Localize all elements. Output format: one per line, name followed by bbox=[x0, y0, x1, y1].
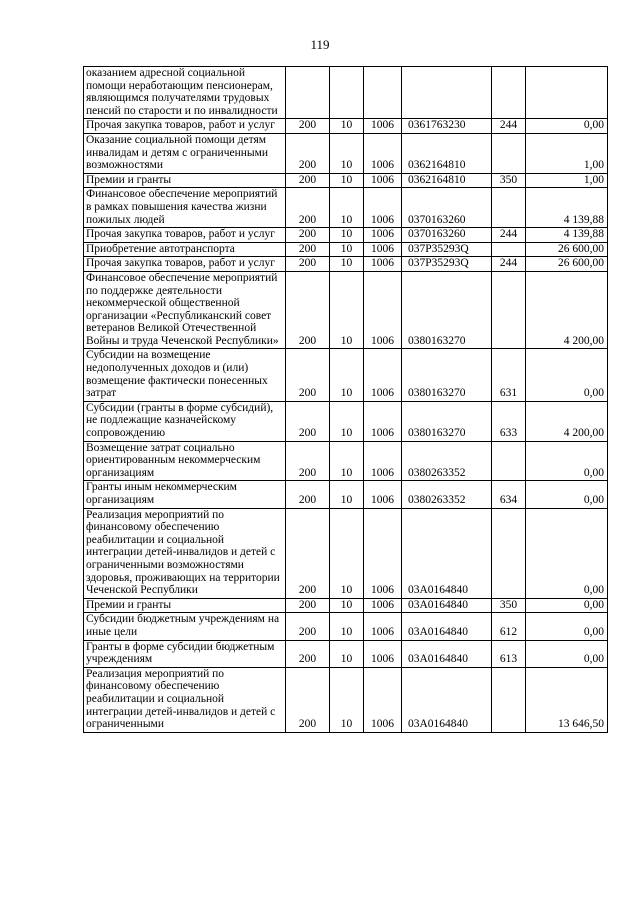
cell-target-article: 0361763230 bbox=[402, 119, 492, 134]
table-row bbox=[84, 228, 608, 243]
cell-expense-type: 244 bbox=[492, 228, 526, 243]
cell-description: Возмещение затрат социально ориентированным некоммерческим организациям bbox=[84, 441, 286, 481]
cell-section: 10 bbox=[330, 508, 364, 598]
table-row bbox=[84, 67, 608, 119]
cell-expense-type: 612 bbox=[492, 613, 526, 640]
table-row bbox=[84, 257, 608, 272]
cell-expense-type: 631 bbox=[492, 349, 526, 401]
cell-section bbox=[330, 67, 364, 119]
cell-amount: 0,00 bbox=[526, 441, 608, 481]
cell-subsection: 1006 bbox=[364, 481, 402, 508]
table-row bbox=[84, 119, 608, 134]
cell-ministry-code: 200 bbox=[286, 257, 330, 272]
cell-description: оказанием адресной социальной помощи неработающим пенсионерам, являющимся получателями трудовых пенсий по старости и по инвалидности bbox=[84, 67, 286, 119]
cell-subsection: 1006 bbox=[364, 441, 402, 481]
cell-ministry-code: 200 bbox=[286, 173, 330, 188]
cell-description: Финансовое обеспечение мероприятий в рамках повышения качества жизни пожилых людей bbox=[84, 188, 286, 228]
cell-target-article: 0380163270 bbox=[402, 401, 492, 441]
budget-table bbox=[83, 66, 608, 733]
cell-subsection: 1006 bbox=[364, 133, 402, 173]
cell-target-article: 03А0164840 bbox=[402, 667, 492, 732]
cell-description: Прочая закупка товаров, работ и услуг bbox=[84, 257, 286, 272]
cell-amount bbox=[526, 67, 608, 119]
cell-subsection bbox=[364, 67, 402, 119]
cell-expense-type bbox=[492, 188, 526, 228]
cell-ministry-code: 200 bbox=[286, 228, 330, 243]
cell-expense-type: 634 bbox=[492, 481, 526, 508]
cell-description: Приобретение автотранспорта bbox=[84, 242, 286, 257]
cell-target-article: 0362164810 bbox=[402, 173, 492, 188]
cell-target-article: 03А0164840 bbox=[402, 508, 492, 598]
table-row bbox=[84, 598, 608, 613]
cell-amount: 0,00 bbox=[526, 598, 608, 613]
cell-section: 10 bbox=[330, 640, 364, 667]
cell-subsection: 1006 bbox=[364, 271, 402, 349]
cell-description: Гранты иным некоммерческим организациям bbox=[84, 481, 286, 508]
cell-expense-type bbox=[492, 242, 526, 257]
cell-target-article: 0380163270 bbox=[402, 349, 492, 401]
table-row bbox=[84, 481, 608, 508]
cell-ministry-code: 200 bbox=[286, 667, 330, 732]
cell-section: 10 bbox=[330, 441, 364, 481]
cell-amount: 4 139,88 bbox=[526, 188, 608, 228]
table-row bbox=[84, 441, 608, 481]
cell-amount: 0,00 bbox=[526, 349, 608, 401]
cell-target-article: 0380263352 bbox=[402, 481, 492, 508]
cell-ministry-code: 200 bbox=[286, 119, 330, 134]
cell-ministry-code: 200 bbox=[286, 401, 330, 441]
cell-ministry-code: 200 bbox=[286, 598, 330, 613]
cell-amount: 13 646,50 bbox=[526, 667, 608, 732]
cell-subsection: 1006 bbox=[364, 401, 402, 441]
table-row bbox=[84, 173, 608, 188]
cell-subsection: 1006 bbox=[364, 188, 402, 228]
cell-section: 10 bbox=[330, 401, 364, 441]
cell-subsection: 1006 bbox=[364, 613, 402, 640]
cell-amount: 26 600,00 bbox=[526, 242, 608, 257]
cell-section: 10 bbox=[330, 257, 364, 272]
cell-ministry-code: 200 bbox=[286, 481, 330, 508]
cell-section: 10 bbox=[330, 349, 364, 401]
cell-amount: 0,00 bbox=[526, 640, 608, 667]
table-row bbox=[84, 640, 608, 667]
cell-target-article: 0362164810 bbox=[402, 133, 492, 173]
cell-target-article: 0370163260 bbox=[402, 228, 492, 243]
cell-target-article bbox=[402, 67, 492, 119]
page-number: 119 bbox=[310, 37, 330, 52]
cell-description: Прочая закупка товаров, работ и услуг bbox=[84, 228, 286, 243]
cell-description: Премии и гранты bbox=[84, 173, 286, 188]
cell-expense-type: 350 bbox=[492, 173, 526, 188]
cell-section: 10 bbox=[330, 667, 364, 732]
cell-amount: 4 200,00 bbox=[526, 401, 608, 441]
cell-description: Реализация мероприятий по финансовому обеспечению реабилитации и социальной интеграции детей-инвалидов и детей с ограниченными bbox=[84, 667, 286, 732]
cell-subsection: 1006 bbox=[364, 640, 402, 667]
cell-expense-type bbox=[492, 133, 526, 173]
table-row bbox=[84, 133, 608, 173]
cell-expense-type bbox=[492, 667, 526, 732]
cell-target-article: 0370163260 bbox=[402, 188, 492, 228]
cell-ministry-code: 200 bbox=[286, 349, 330, 401]
cell-expense-type: 244 bbox=[492, 119, 526, 134]
cell-target-article: 03А0164840 bbox=[402, 640, 492, 667]
cell-amount: 1,00 bbox=[526, 133, 608, 173]
cell-section: 10 bbox=[330, 271, 364, 349]
cell-ministry-code: 200 bbox=[286, 271, 330, 349]
cell-subsection: 1006 bbox=[364, 173, 402, 188]
table-row bbox=[84, 242, 608, 257]
cell-subsection: 1006 bbox=[364, 257, 402, 272]
cell-section: 10 bbox=[330, 188, 364, 228]
cell-amount: 0,00 bbox=[526, 119, 608, 134]
cell-subsection: 1006 bbox=[364, 119, 402, 134]
cell-target-article: 03А0164840 bbox=[402, 598, 492, 613]
cell-target-article: 0380263352 bbox=[402, 441, 492, 481]
cell-section: 10 bbox=[330, 119, 364, 134]
table-row bbox=[84, 667, 608, 732]
cell-target-article: 03А0164840 bbox=[402, 613, 492, 640]
cell-subsection: 1006 bbox=[364, 228, 402, 243]
cell-ministry-code: 200 bbox=[286, 242, 330, 257]
cell-target-article: 037P35293Q bbox=[402, 257, 492, 272]
cell-subsection: 1006 bbox=[364, 242, 402, 257]
table-row bbox=[84, 349, 608, 401]
table-row bbox=[84, 401, 608, 441]
cell-amount: 0,00 bbox=[526, 508, 608, 598]
cell-expense-type: 613 bbox=[492, 640, 526, 667]
cell-description: Реализация мероприятий по финансовому обеспечению реабилитации и социальной интеграции детей-инвалидов и детей с ограниченными возможностями здоровья, проживающих на территории Чеченской Республики bbox=[84, 508, 286, 598]
cell-description: Оказание социальной помощи детям инвалидам и детям с ограниченными возможностями bbox=[84, 133, 286, 173]
cell-section: 10 bbox=[330, 598, 364, 613]
cell-amount: 4 200,00 bbox=[526, 271, 608, 349]
table-row bbox=[84, 613, 608, 640]
cell-target-article: 0380163270 bbox=[402, 271, 492, 349]
cell-amount: 4 139,88 bbox=[526, 228, 608, 243]
cell-expense-type: 633 bbox=[492, 401, 526, 441]
cell-expense-type bbox=[492, 271, 526, 349]
table-row bbox=[84, 508, 608, 598]
cell-description: Субсидии бюджетным учреждениям на иные цели bbox=[84, 613, 286, 640]
table-row bbox=[84, 188, 608, 228]
cell-section: 10 bbox=[330, 133, 364, 173]
table-row bbox=[84, 271, 608, 349]
cell-target-article: 037P35293Q bbox=[402, 242, 492, 257]
cell-amount: 1,00 bbox=[526, 173, 608, 188]
cell-description: Гранты в форме субсидии бюджетным учреждениям bbox=[84, 640, 286, 667]
cell-expense-type bbox=[492, 441, 526, 481]
cell-subsection: 1006 bbox=[364, 667, 402, 732]
cell-ministry-code: 200 bbox=[286, 188, 330, 228]
cell-ministry-code: 200 bbox=[286, 613, 330, 640]
cell-ministry-code: 200 bbox=[286, 508, 330, 598]
cell-subsection: 1006 bbox=[364, 508, 402, 598]
cell-expense-type bbox=[492, 67, 526, 119]
cell-subsection: 1006 bbox=[364, 349, 402, 401]
cell-description: Финансовое обеспечение мероприятий по поддержке деятельности некоммерческой общественной организации «Республиканский совет ветеранов Великой Отечественной Войны и труда Чеченской Республики» bbox=[84, 271, 286, 349]
cell-subsection: 1006 bbox=[364, 598, 402, 613]
cell-ministry-code: 200 bbox=[286, 640, 330, 667]
cell-amount: 26 600,00 bbox=[526, 257, 608, 272]
cell-expense-type: 244 bbox=[492, 257, 526, 272]
cell-section: 10 bbox=[330, 481, 364, 508]
cell-ministry-code: 200 bbox=[286, 441, 330, 481]
cell-section: 10 bbox=[330, 228, 364, 243]
cell-section: 10 bbox=[330, 173, 364, 188]
cell-description: Субсидии (гранты в форме субсидий), не подлежащие казначейскому сопровождению bbox=[84, 401, 286, 441]
cell-description: Субсидии на возмещение недополученных доходов и (или) возмещение фактически понесенных затрат bbox=[84, 349, 286, 401]
cell-expense-type: 350 bbox=[492, 598, 526, 613]
cell-description: Премии и гранты bbox=[84, 598, 286, 613]
cell-ministry-code: 200 bbox=[286, 133, 330, 173]
cell-ministry-code bbox=[286, 67, 330, 119]
cell-amount: 0,00 bbox=[526, 613, 608, 640]
cell-expense-type bbox=[492, 508, 526, 598]
cell-section: 10 bbox=[330, 613, 364, 640]
cell-description: Прочая закупка товаров, работ и услуг bbox=[84, 119, 286, 134]
budget-table-body bbox=[84, 67, 608, 733]
cell-amount: 0,00 bbox=[526, 481, 608, 508]
cell-section: 10 bbox=[330, 242, 364, 257]
